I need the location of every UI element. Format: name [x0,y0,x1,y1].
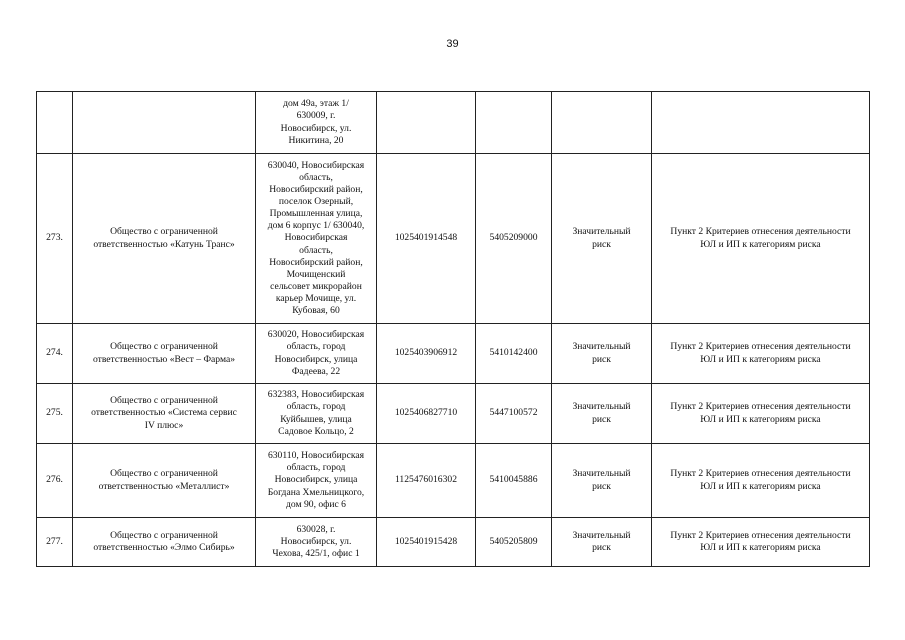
risk-category-line: риск [592,413,611,425]
address-line: область, город [286,462,346,474]
risk-category-line: риск [592,542,611,553]
row-number-cell [37,92,73,154]
address-line: Новосибирск, улица [274,353,358,365]
address-line: карьер Мочище, ул. [275,292,357,304]
address-cell [256,92,377,154]
table-row [37,384,870,444]
address-line: Садовое Кольцо, 2 [278,425,354,437]
row-number-cell: 275. [37,384,73,444]
basis-line: Пункт 2 Критериев отнесения деятельности [670,401,851,413]
inn-cell: 5405205809 [476,518,552,567]
organization-name-line: Общество с ограниченной [110,468,218,480]
address-line: Новосибирская [284,232,348,244]
address-line: Богдана Хмельницкого, [267,486,365,498]
organization-name-line: Общество с ограниченной [110,529,218,541]
organization-name-cell [73,518,256,567]
risk-category-line: Значительный [572,401,631,413]
organization-name-line: ответственностью «Вест – Фарма» [92,353,236,365]
basis-line: Пункт 2 Критериев отнесения деятельности [670,226,851,238]
basis-line: ЮЛ и ИП к категориям риска [700,542,821,553]
risk-category-line: Значительный [572,529,631,541]
ogrn-cell: 1025401914548 [377,154,476,324]
address-line: Новосибирский район, [269,256,363,268]
page-number: 39 [446,38,459,50]
address-cell [256,154,377,324]
risk-category-line: риск [592,353,611,365]
ogrn-cell: 1025401915428 [377,518,476,567]
basis-line: ЮЛ и ИП к категориям риска [700,413,821,425]
risk-category-cell [552,324,652,384]
ogrn-cell: 1025403906912 [377,324,476,384]
address-line: 630040, Новосибирская [267,159,365,171]
organization-name-cell [73,154,256,324]
organization-name-cell [73,324,256,384]
basis-line: Пункт 2 Критериев отнесения деятельности [670,341,851,353]
ogrn-cell: 1025406827710 [377,384,476,444]
inn-cell: 5410142400 [476,324,552,384]
address-line: Мочищенский [286,268,346,280]
organization-name-cell [73,92,256,154]
organization-name-line: Общество с ограниченной [110,226,218,238]
basis-line: ЮЛ и ИП к категориям риска [700,480,821,492]
address-cell [256,384,377,444]
basis-line: ЮЛ и ИП к категориям риска [700,238,821,250]
risk-category-cell [552,444,652,518]
table-row [37,324,870,384]
address-line: область, город [286,341,346,353]
ogrn-cell [377,92,476,154]
risk-category-cell [552,518,652,567]
address-cell [256,518,377,567]
basis-cell [652,518,870,567]
table-row [37,518,870,567]
basis-cell [652,324,870,384]
address-line: 630028, г. [296,523,336,535]
address-line: сельсовет микрорайон [270,280,362,292]
risk-category-cell [552,92,652,154]
address-line: Новосибирский район, [269,184,363,196]
inn-cell: 5447100572 [476,384,552,444]
organization-name-line: ответственностью «Элмо Сибирь» [93,542,235,553]
address-line: 630110, Новосибирская [267,450,365,462]
row-number-cell: 276. [37,444,73,518]
row-number-cell: 274. [37,324,73,384]
address-line: Промышленная улица, [269,208,363,220]
basis-line: ЮЛ и ИП к категориям риска [700,353,821,365]
address-line: область, [299,171,333,183]
risk-category-cell [552,154,652,324]
address-line: поселок Озерный, [278,196,354,208]
risk-category-cell [552,384,652,444]
address-cell [256,324,377,384]
ogrn-cell: 1125476016302 [377,444,476,518]
basis-cell [652,384,870,444]
row-number-cell: 277. [37,518,73,567]
table-row [37,444,870,518]
basis-line: Пункт 2 Критериев отнесения деятельности [670,468,851,480]
address-line: Куйбышев, улица [280,413,352,425]
organization-name-cell [73,384,256,444]
address-line: 632383, Новосибирская [267,389,365,401]
address-line: Фадеева, 22 [291,365,341,377]
risk-category-line: Значительный [572,468,631,480]
address-line: 630020, Новосибирская [267,329,365,341]
address-line: Новосибирск, улица [274,474,358,486]
organization-name-line: Общество с ограниченной [110,395,218,407]
inn-cell: 5410045886 [476,444,552,518]
basis-line: Пункт 2 Критериев отнесения деятельности [670,529,851,541]
address-line: Никитина, 20 [288,134,344,146]
address-line: дом 49а, этаж 1/ [283,98,349,110]
registry-table [36,91,870,567]
row-number-cell: 273. [37,154,73,324]
address-line: Кубовая, 60 [292,305,340,317]
address-line: 630009, г. [296,110,336,122]
address-line: дом 90, офис 6 [286,498,346,510]
organization-name-line: ответственностью «Металлист» [98,480,230,492]
organization-name-line: ответственностью «Система сервис [91,407,237,419]
address-line: Новосибирск, ул. [280,122,352,134]
risk-category-line: риск [592,238,611,250]
inn-cell [476,92,552,154]
organization-name-line: IV плюс» [144,419,184,431]
risk-category-line: Значительный [572,341,631,353]
organization-name-line: ответственностью «Катунь Транс» [93,238,235,250]
inn-cell: 5405209000 [476,154,552,324]
basis-cell [652,444,870,518]
basis-cell [652,92,870,154]
address-line: область, [299,244,333,256]
address-line: область, город [286,401,346,413]
table-row [37,92,870,154]
risk-category-line: Значительный [572,226,631,238]
address-line: дом 6 корпус 1/ 630040, [267,220,365,232]
basis-cell [652,154,870,324]
risk-category-line: риск [592,480,611,492]
address-line: Новосибирск, ул. [280,535,352,547]
table-row [37,154,870,324]
organization-name-line: Общество с ограниченной [110,341,218,353]
address-line: Чехова, 425/1, офис 1 [272,548,360,560]
organization-name-cell [73,444,256,518]
address-cell [256,444,377,518]
